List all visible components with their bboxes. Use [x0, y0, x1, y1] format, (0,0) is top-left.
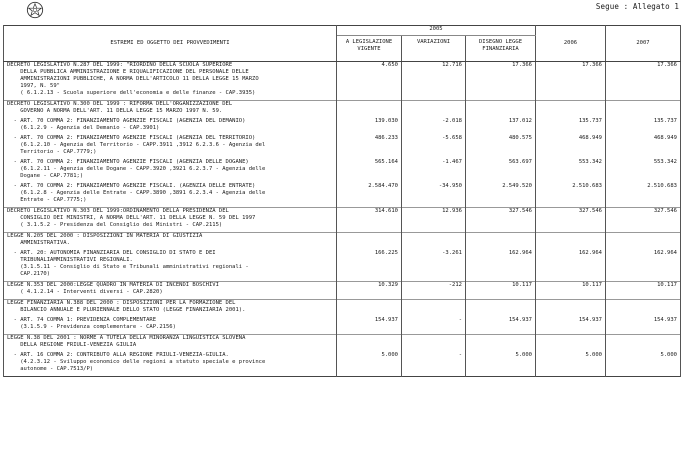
- row-value-dis: 137.012: [466, 118, 536, 132]
- row-value-leg: [337, 233, 402, 248]
- row-description: LEGGE FINANZIARIA N.388 DEL 2000 : DISPOSIZIONI PER LA FORMAZIONE DEL BILANCIO ANNUALE E PLURIENNALE DELLO STATO (LEGGE FINANZIARIA 2001).: [4, 300, 337, 315]
- row-value-leg: 5.000: [337, 352, 402, 373]
- row-value-y2006: 154.937: [536, 317, 606, 331]
- row-value-y2006: 5.000: [536, 352, 606, 373]
- spacer-cell: [466, 373, 536, 377]
- row-value-var: -5.658: [402, 135, 466, 156]
- row-value-y2006: 553.342: [536, 159, 606, 180]
- row-description: - ART. 74 COMMA 1: PREVIDENZA COMPLEMENTARE (3.1.5.9 - Previdenza complementare - CAP.2156): [4, 317, 337, 331]
- row-value-dis: [466, 233, 536, 248]
- row-value-y2007: [606, 233, 681, 248]
- row-description: DECRETO LEGISLATIVO N.300 DEL 1999 : RIFORMA DELL'ORGANIZZAZIONE DEL GOVERNO A NORMA DELL'ART. 11 DELLA LEGGE 15 MARZO 1997 N. 59.: [4, 101, 337, 116]
- row-value-dis: 2.549.520: [466, 183, 536, 204]
- row-value-dis: 563.697: [466, 159, 536, 180]
- row-value-y2006: 135.737: [536, 118, 606, 132]
- row-value-y2007: [606, 300, 681, 315]
- row-description: - ART. 70 COMMA 2: FINANZIAMENTO AGENZIE FISCALI. (AGENZIA DELLE ENTRATE) (6.1.2.8 - Agenzia delle Entrate - CAPP.3890 ,3891 6.2.3.4 - Agenzia delle Entrate - CAP.7775;): [4, 183, 337, 204]
- row-value-leg: [337, 300, 402, 315]
- row-value-var: -34.950: [402, 183, 466, 204]
- row-value-leg: 314.610: [337, 208, 402, 230]
- table-row: [4, 208, 681, 230]
- disegno-legge-header: DISEGNO LEGGE FINANZIARIA: [466, 36, 536, 62]
- row-value-var: 12.716: [402, 62, 466, 98]
- row-value-leg: [337, 101, 402, 116]
- spacer-cell: [337, 373, 402, 377]
- table-row: [4, 282, 681, 297]
- row-value-y2006: 17.366: [536, 62, 606, 98]
- row-description: - ART. 70 COMMA 2: FINANZIAMENTO AGENZIE FISCALI (AGENZIA DEL TERRITORIO) (6.1.2.10 - Agenzia del Territorio - CAPP.3911 ,3912 6.2.3.6 - Agenzia del Territorio - CAP.7779;): [4, 135, 337, 156]
- row-value-y2007: 468.949: [606, 135, 681, 156]
- row-value-y2006: 2.510.683: [536, 183, 606, 204]
- spacer-cell: [4, 373, 337, 377]
- row-value-leg: 166.225: [337, 250, 402, 278]
- row-value-dis: [466, 335, 536, 350]
- row-description: - ART. 70 COMMA 2: FINANZIAMENTO AGENZIE FISCALI (AGENZIA DELLE DOGANE) (6.1.2.11 - Agenzia delle Dogane - CAPP.3920 ,3921 6.2.3.7 - Agenzia delle Dogane - CAP.7781;): [4, 159, 337, 180]
- year-2006-header: 2006: [536, 26, 606, 62]
- row-value-var: 12.936: [402, 208, 466, 230]
- row-description: - ART. 16 COMMA 2: CONTRIBUTO ALLA REGIONE FRIULI-VENEZIA-GIULIA. (4.2.3.12 - Sviluppo economico delle regioni a statuto speciale e province autonome - CAP.7513/P): [4, 352, 337, 373]
- row-value-y2007: 5.000: [606, 352, 681, 373]
- row-value-var: [402, 101, 466, 116]
- row-value-leg: 2.584.470: [337, 183, 402, 204]
- republic-emblem-icon: [26, 1, 44, 19]
- row-value-dis: 162.964: [466, 250, 536, 278]
- row-value-y2007: 135.737: [606, 118, 681, 132]
- row-value-y2007: 553.342: [606, 159, 681, 180]
- table-row: [4, 135, 681, 156]
- row-value-y2007: 17.366: [606, 62, 681, 98]
- spacer-cell: [536, 373, 606, 377]
- row-value-leg: 486.233: [337, 135, 402, 156]
- table-row: [4, 250, 681, 278]
- legislazione-vigente-header: A LEGISLAZIONE VIGENTE: [337, 36, 402, 62]
- row-value-y2006: [536, 335, 606, 350]
- row-value-var: -: [402, 352, 466, 373]
- table-row: [4, 118, 681, 132]
- row-value-dis: 5.000: [466, 352, 536, 373]
- spacer-cell: [402, 373, 466, 377]
- row-value-leg: 10.329: [337, 282, 402, 297]
- table-row: [4, 183, 681, 204]
- table-row: [4, 62, 681, 98]
- row-value-var: [402, 300, 466, 315]
- row-value-y2007: 2.510.683: [606, 183, 681, 204]
- row-value-y2007: 10.117: [606, 282, 681, 297]
- row-value-leg: 565.164: [337, 159, 402, 180]
- row-value-y2007: [606, 101, 681, 116]
- row-description: LEGGE N.353 DEL 2000:LEGGE QUADRO IN MATERIA DI INCENDI BOSCHIVI ( 4.1.2.14 - Interventi diversi - CAP.2820): [4, 282, 337, 297]
- row-value-dis: 480.575: [466, 135, 536, 156]
- row-value-leg: 139.030: [337, 118, 402, 132]
- row-value-var: -212: [402, 282, 466, 297]
- desc-column-header: ESTREMI ED OGGETTO DEI PROVVEDIMENTI: [4, 26, 337, 62]
- row-value-dis: 10.117: [466, 282, 536, 297]
- row-value-var: [402, 335, 466, 350]
- row-value-var: -2.018: [402, 118, 466, 132]
- row-value-y2006: [536, 233, 606, 248]
- table-row: [4, 335, 681, 350]
- row-value-leg: 4.650: [337, 62, 402, 98]
- row-value-y2006: 327.546: [536, 208, 606, 230]
- segue-allegato-label: Segue : Allegato 1: [595, 2, 679, 11]
- row-value-var: -3.261: [402, 250, 466, 278]
- variazioni-header: VARIAZIONI: [402, 36, 466, 62]
- appropriations-table: [3, 25, 681, 377]
- row-value-leg: 154.937: [337, 317, 402, 331]
- row-description: DECRETO LEGISLATIVO N.287 DEL 1999: "RIORDINO DELLA SCUOLA SUPERIORE DELLA PUBBLICA AMMINISTRAZIONE E RIQUALIFICAZIONE DEL PERSONALE DELLE AMMINISTRAZIONI PUBBLICHE, A NORMA DELL'ARTICOLO 11 DELLA LEGGE 15 MARZO 1997, N. 59" ( 6.1.2.13 - Scuola superiore dell'economia e delle finanze - CAP.3935): [4, 62, 337, 98]
- row-description: - ART. 20: AUTONOMIA FINANZIARIA DEL CONSIGLIO DI STATO E DEI TRIBUNALIAMMINISTRATIVI REGIONALI. (3.1.5.11 - Consiglio di Stato e Tribunali amministrativi regionali - CAP.2170): [4, 250, 337, 278]
- row-value-y2006: 10.117: [536, 282, 606, 297]
- row-description: LEGGE N.205 DEL 2000 : DISPOSIZIONI IN MATERIA DI GIUSTIZIA AMMINISTRATIVA.: [4, 233, 337, 248]
- row-value-y2007: 162.964: [606, 250, 681, 278]
- row-description: DECRETO LEGISLATIVO N.303 DEL 1999:ORDINAMENTO DELLA PRESIDENZA DEL CONSIGLIO DEI MINISTRI, A NORMA DELL'ART. 11 DELLA LEGGE N. 59 DEL 1997 ( 3.1.5.2 - Presidenza del Consiglio dei Ministri - CAP.2115): [4, 208, 337, 230]
- row-description: - ART. 70 COMMA 2: FINANZIAMENTO AGENZIE FISCALI (AGENZIA DEL DEMANIO) (6.1.2.9 - Agenzia del Demanio - CAP.3901): [4, 118, 337, 132]
- row-value-dis: [466, 101, 536, 116]
- row-value-y2006: [536, 101, 606, 116]
- table-row: [4, 317, 681, 331]
- row-value-dis: [466, 300, 536, 315]
- row-value-dis: 154.937: [466, 317, 536, 331]
- year-2005-header: 2005: [337, 26, 536, 36]
- table-row: [4, 101, 681, 116]
- row-value-y2007: [606, 335, 681, 350]
- table-row: [4, 300, 681, 315]
- table-row: [4, 159, 681, 180]
- row-value-y2006: 162.964: [536, 250, 606, 278]
- spacer-cell: [606, 373, 681, 377]
- year-2007-header: 2007: [606, 26, 681, 62]
- row-value-var: -: [402, 317, 466, 331]
- row-value-var: -1.467: [402, 159, 466, 180]
- row-value-y2006: 468.949: [536, 135, 606, 156]
- row-value-var: [402, 233, 466, 248]
- table-row: [4, 233, 681, 248]
- row-value-y2006: [536, 300, 606, 315]
- row-value-leg: [337, 335, 402, 350]
- row-value-y2007: 327.546: [606, 208, 681, 230]
- row-description: LEGGE N.38 DEL 2001 : NORME A TUTELA DELLA MINORANZA LINGUISTICA SLOVENA DELLA REGIONE FRIULI-VENEZIA GIULIA: [4, 335, 337, 350]
- row-spacer: [4, 373, 681, 377]
- row-value-dis: 17.366: [466, 62, 536, 98]
- table-row: [4, 352, 681, 373]
- row-value-y2007: 154.937: [606, 317, 681, 331]
- row-value-dis: 327.546: [466, 208, 536, 230]
